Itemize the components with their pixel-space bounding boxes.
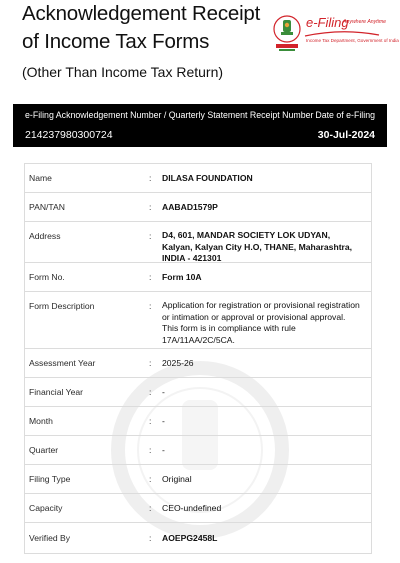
page-subtitle: (Other Than Income Tax Return): [22, 64, 224, 80]
row-label: Quarter: [29, 445, 59, 455]
logo-department: Income Tax Department, Government of India: [306, 38, 399, 43]
detail-row-address: [25, 222, 371, 263]
row-colon: :: [149, 445, 152, 455]
row-value: AOEPG2458L: [162, 533, 218, 543]
detail-row-quarter: [25, 436, 371, 465]
row-label: Assessment Year: [29, 358, 96, 368]
acknowledgement-band: [13, 104, 387, 147]
row-value: CEO-undefined: [162, 503, 222, 513]
row-colon: :: [149, 416, 152, 426]
efiling-logo: [272, 14, 399, 60]
row-colon: :: [149, 231, 152, 241]
row-colon: :: [149, 358, 152, 368]
detail-row-financial-year: [25, 378, 371, 407]
row-label: Address: [29, 231, 61, 241]
logo-brand: e-Filing: [306, 15, 349, 30]
row-value: Application for registration or provisional registration or intimation or approval or provisional approval. This form is in compliance with rule 17A/11AA/2C/5CA.: [162, 300, 360, 345]
row-colon: :: [149, 173, 152, 183]
national-emblem-icon: [272, 14, 302, 54]
details-table: [24, 163, 372, 554]
row-label: Financial Year: [29, 387, 83, 397]
row-label: Month: [29, 416, 53, 426]
detail-row-name: [25, 164, 371, 193]
row-colon: :: [149, 272, 152, 282]
page-title: Acknowledgement Receipt of Income Tax Forms: [22, 2, 261, 53]
logo-swoosh: [304, 30, 380, 38]
detail-row-assessment-year: [25, 349, 371, 378]
row-label: Name: [29, 173, 52, 183]
row-label: Filing Type: [29, 474, 71, 484]
ack-number-value: 214237980300724: [25, 129, 113, 141]
row-colon: :: [149, 533, 152, 543]
row-colon: :: [149, 503, 152, 513]
filing-date-value: 30-Jul-2024: [317, 129, 375, 141]
row-value: -: [162, 416, 165, 426]
row-value: Original: [162, 474, 192, 484]
detail-row-month: [25, 407, 371, 436]
row-label: Capacity: [29, 503, 63, 513]
row-value: -: [162, 445, 165, 455]
detail-row-form-description: [25, 292, 371, 349]
detail-row-filing-type: [25, 465, 371, 494]
row-value: AABAD1579P: [162, 202, 218, 212]
row-value: D4, 601, MANDAR SOCIETY LOK UDYAN, Kalyan, Kalyan City H.O, THANE, Maharashtra, INDIA - 421301: [162, 230, 353, 263]
detail-row-capacity: [25, 494, 371, 523]
detail-row-pan: [25, 193, 371, 222]
row-value: DILASA FOUNDATION: [162, 173, 253, 183]
row-label: Form Description: [29, 301, 95, 311]
row-label: Verified By: [29, 533, 71, 543]
row-colon: :: [149, 202, 152, 212]
ack-number-label: e-Filing Acknowledgement Number / Quarterly Statement Receipt Number: [25, 110, 314, 120]
row-colon: :: [149, 474, 152, 484]
row-colon: :: [149, 387, 152, 397]
row-label: PAN/TAN: [29, 202, 65, 212]
logo-tagline: Anywhere Anytime: [343, 19, 387, 25]
row-value: 2025-26: [162, 358, 194, 368]
detail-row-verified-by: [25, 523, 371, 553]
detail-row-form-no: [25, 263, 371, 292]
row-colon: :: [149, 301, 152, 311]
row-label: Form No.: [29, 272, 65, 282]
row-value: -: [162, 387, 165, 397]
filing-date-label: Date of e-Filing: [315, 110, 375, 120]
row-value: Form 10A: [162, 272, 202, 282]
